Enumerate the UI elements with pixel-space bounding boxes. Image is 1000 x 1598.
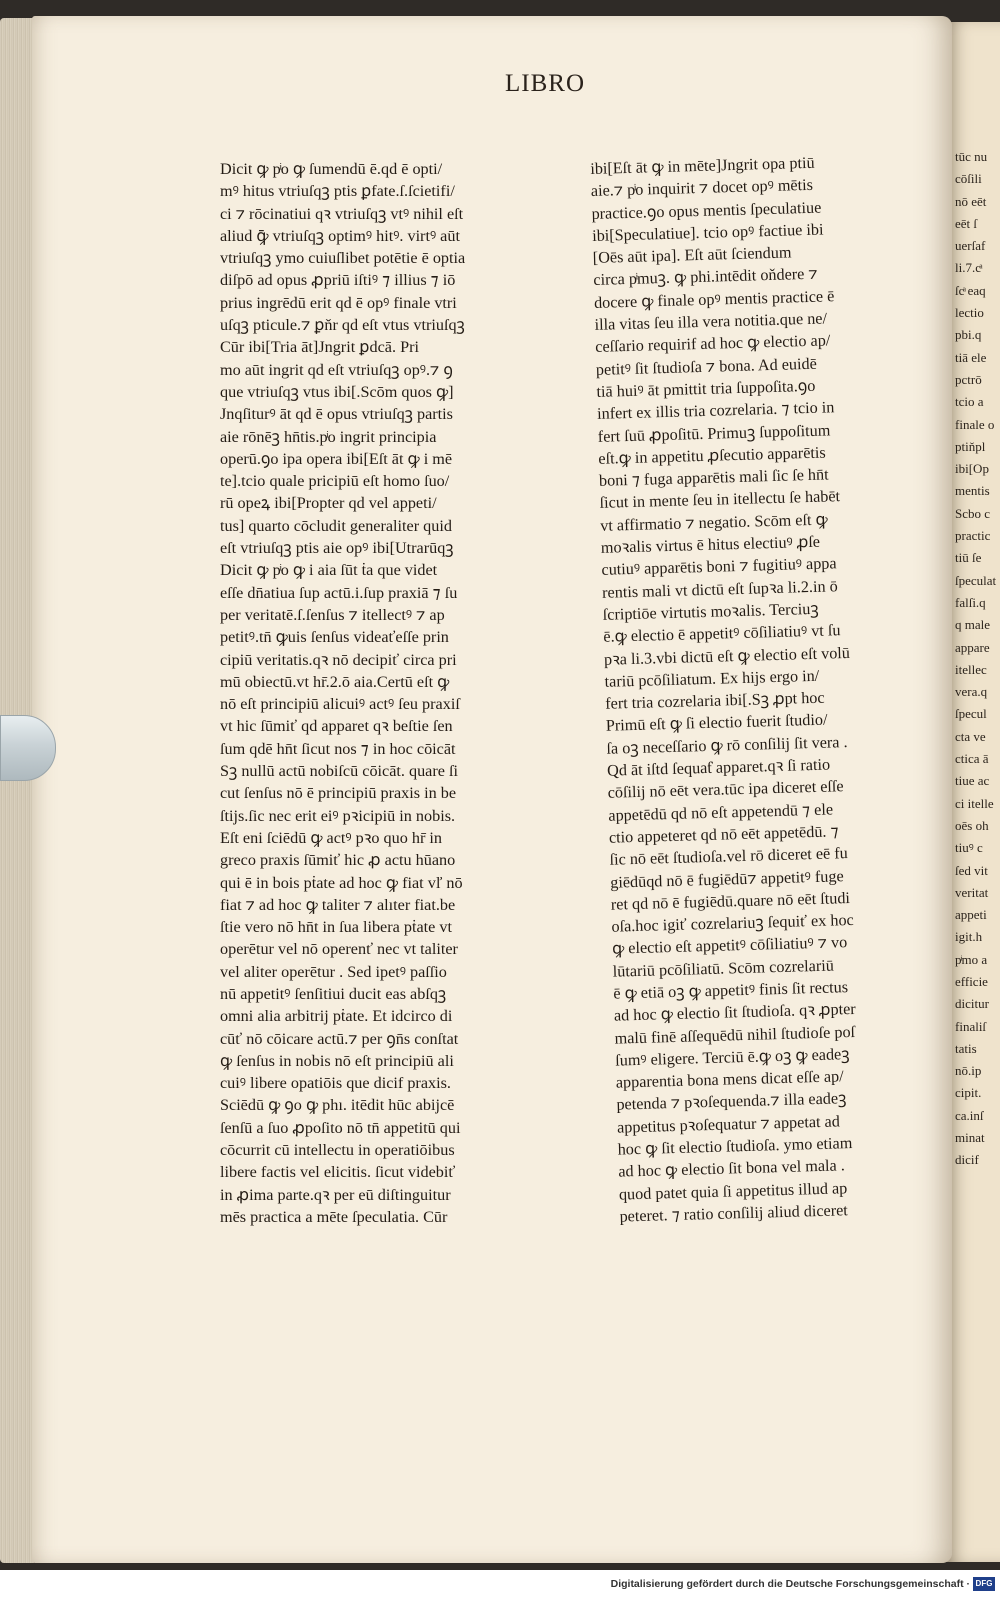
- text-line-right: ſicut in mente ſeu in itellectu ſe habēt: [599, 487, 841, 513]
- facing-page-line: q male: [955, 617, 991, 633]
- text-line-right: Primū eſt ꝙ ſi electio fuerit ſtudio/: [605, 711, 828, 736]
- text-line-left: libere factis vel elicitis. ſicut videbiť: [220, 1163, 456, 1182]
- text-line-right: aie.⁊ pͥo inquirit ⁊ docet opꝰ mētis: [590, 176, 814, 201]
- text-line-left: nū appetitꝰ ſenſitiui ducit eas abſqꝫ: [220, 984, 447, 1003]
- facing-page-line: li.7.cͣ: [955, 260, 981, 276]
- text-line-left: qui ē in bois pṫate ad hoc ꝙ fiat vľ nō: [220, 873, 463, 892]
- text-line-left: Dicit ꝙ pͥo ꝙ ſumendū ē.qd ē opti/: [220, 160, 443, 178]
- text-line-right: ſic nō eēt ſtudioſa.vel rō diceret eē fu: [609, 844, 848, 869]
- text-line-right: ſa oꝫ neceſſario ꝙ rō conſilij ſit vera .: [606, 732, 848, 758]
- text-line-right: ē ꝙ etiā oꝫ ꝙ appetitꝰ finis ſit rectus: [613, 978, 849, 1003]
- text-line-right: docere ꝙ finale opꝰ mentis practice ē: [593, 287, 835, 312]
- text-line-left: mēs practica a mēte ſpeculatia. Cūr: [220, 1207, 448, 1226]
- text-line-right: ibi[Eſt āt ꝙ in mēte]Jngrit opa ptiū: [590, 153, 815, 178]
- text-line-right: ē.ꝙ electio ē appetitꝰ cōſiliatiuꝰ vt ſu: [603, 621, 841, 647]
- text-line-left: diſpō ad opus ꝓpriū iſtiꝰ ⁊ illius ⁊ iō: [220, 271, 456, 290]
- facing-page-line: tiuꝰ c: [955, 840, 983, 856]
- facing-page-line: finaliſ: [955, 1018, 987, 1034]
- text-line-left: Sꝫ nullū actū nobiſcū cōicāt. quare ſi: [220, 762, 458, 781]
- facing-page-line: minat: [955, 1130, 985, 1146]
- facing-page-line: cōſili: [955, 171, 982, 187]
- text-line-left: Eſt eni ſciēdū ꝙ actꝰ pꝛo quo hr̄ in: [220, 828, 443, 847]
- text-line-left: cipiū veritatis.qꝛ nō decipiť circa pri: [220, 650, 457, 669]
- text-line-right: hoc ꝙ ſit electio ſtudioſa. ymo etiam: [617, 1134, 853, 1159]
- text-line-left: Jnqſiturꝰ āt qd ē opus vtriuſqꝫ partis: [220, 405, 453, 424]
- text-line-left: ꝙ ſenſus in nobis nō eſt principiū ali: [220, 1051, 454, 1070]
- text-line-right: rentis mali vt dictū eſt ſupꝛa li.2.in ō: [601, 576, 838, 602]
- text-line-left: aliud ꝙ̄ vtriuſqꝫ optimꝰ hitꝰ. virtꝰ aūt: [220, 226, 460, 245]
- text-line-left: cuiꝰ libere opatiōis que dicif praxis.: [220, 1074, 451, 1093]
- text-line-right: petitꝰ ſit ſtudioſa ⁊ bona. Ad euidē: [595, 354, 817, 379]
- facing-page-line: lectio: [955, 305, 984, 321]
- text-line-right: cutiuꝰ apparētis boni ⁊ fugitiuꝰ appa: [601, 554, 837, 580]
- text-line-right: petenda ⁊ pꝛoſequenda.⁊ illa eadeꝫ: [616, 1089, 847, 1115]
- facing-page-line: cipit.: [955, 1085, 982, 1101]
- facing-page-line: ſpecul: [955, 706, 987, 722]
- facing-page-line: ſpeculat: [955, 572, 997, 588]
- facing-page-line: nō eēt: [955, 193, 987, 209]
- facing-page-line: Scbo c: [955, 505, 991, 521]
- text-line-left: in ꝓima parte.qꝛ per eū diſtinguitur: [220, 1185, 451, 1204]
- facing-page-line: dicif: [955, 1152, 979, 1168]
- facing-page-line: practic: [955, 528, 991, 544]
- text-line-right: boni ⁊ fuga apparētis mali ſic ſe hn̄t: [598, 465, 829, 491]
- facing-page-line: veritat: [955, 884, 989, 900]
- text-line-right: Qd āt iſtd ſequaƭ apparet.qꝛ ſi ratio: [606, 755, 831, 780]
- facing-page-text: [955, 145, 1000, 1225]
- facing-page-line: ptiňpl: [955, 438, 986, 454]
- text-line-left: mo aūt ingrit qd eſt vtriuſqꝫ opꝰ.⁊ ꝯ: [220, 360, 453, 379]
- text-line-right: infert ex illis tria cozrelaria. ⁊ tcio in: [596, 398, 835, 424]
- facing-page-line: ci itelle: [955, 795, 994, 811]
- text-line-right: quod patet quia ſi appetitus illud ap: [618, 1178, 848, 1204]
- text-line-left: operētur vel nō operenť nec vt taliter: [220, 940, 458, 959]
- text-line-right: tariū pcōſiliatum. Ex hijs ergo in/: [604, 666, 820, 691]
- facing-page-line: ſed vit: [955, 862, 988, 878]
- facing-page-line: pbi.q: [955, 327, 982, 343]
- text-line-left: per veritatē.ſ.ſenſus ⁊ itellectꝰ ⁊ ap: [220, 605, 445, 624]
- digitization-credit: Digitalisierung gefördert durch die Deutsche Forschungsgemeinschaft ·: [610, 1578, 970, 1590]
- text-line-right: ad hoc ꝙ electio ſit ſtudioſa. qꝛ ꝓpter: [613, 1000, 856, 1025]
- text-line-right: ctio appeteret qd nō eēt appetēdū. ⁊: [608, 822, 839, 847]
- dfg-logo: DFG: [973, 1577, 995, 1591]
- facing-page-line: pͥmo a: [955, 951, 988, 967]
- text-line-right: ceſſario requirif ad hoc ꝙ electio ap/: [595, 331, 831, 357]
- text-line-left: greco praxis ſūmiť hic ꝓ actu hūano: [220, 851, 456, 870]
- text-line-left: vt hic ſūmiť qd apparet qꝛ beſtie ſen: [220, 717, 453, 736]
- facing-page-line: ibi[Op: [955, 461, 989, 477]
- facing-page-line: ſcͣ eaq: [955, 282, 986, 298]
- text-column-right: [590, 149, 950, 1228]
- text-line-left: mꝰ hitus vtriuſqꝫ ptis ꝑfate.ſ.ſcietifi/: [220, 182, 455, 201]
- facing-page-line: finale o: [955, 416, 995, 432]
- text-line-left: aie rōnēꝫ hn̄tis.pͥo ingrit principia: [220, 427, 437, 446]
- text-line-right: oſa.hoc igiť cozrelariuꝫ ſequiť ex hoc: [611, 911, 854, 936]
- text-line-right: moꝛalis virtus ē hitus electiuꝰ ꝓſe: [600, 532, 821, 557]
- text-line-right: illa vitas ſeu illa vera notitia.que ne/: [594, 309, 828, 335]
- text-line-right: ret qd nō ē fugiēdū.quare nō eēt ſtudi: [610, 888, 851, 914]
- text-line-right: eſt.ꝙ in appetitu ꝓſecutio apparētis: [598, 443, 826, 468]
- facing-page-line: cta ve: [955, 728, 986, 744]
- facing-page-line: appare: [955, 639, 990, 655]
- facing-page-line: uerſaf: [955, 238, 986, 254]
- facing-page-line: falſi.q: [955, 594, 986, 610]
- text-line-right: ſcriptiōe virtutis moꝛalis. Terciuꝫ: [602, 599, 819, 624]
- text-line-left: Cūr ibi[Tria āt]Jngrit ꝑdcā. Pri: [220, 338, 419, 357]
- text-line-right: tiā huiꝰ āt pmittit tria ſuppoſita.ꝯo: [596, 376, 816, 401]
- text-line-right: pꝛa li.3.vbi dictū eſt ꝙ electio eſt volū: [603, 643, 851, 669]
- text-line-left: ſtijs.ſic nec erit eiꝰ pꝛicipiū in nobis.: [220, 806, 456, 825]
- text-line-left: cūť nō cōicare actū.⁊ per ꝯn̄s conſtat: [220, 1029, 459, 1048]
- text-line-right: appetēdū qd nō eſt appetendū ⁊ ele: [608, 800, 834, 825]
- text-line-left: cōcurrit cū intellectu in operatiōibus: [220, 1141, 455, 1160]
- facing-page-line: vera.q: [955, 684, 988, 700]
- text-line-left: ci ⁊ rōcinatiui qꝛ vtriuſqꝫ vtꝰ nihil eſt: [220, 204, 464, 223]
- facing-page-line: tcio a: [955, 394, 984, 410]
- facing-page-line: tiū ſe: [955, 550, 982, 566]
- facing-page-line: itellec: [955, 661, 987, 677]
- facing-page-line: tatis: [955, 1040, 977, 1056]
- facing-page-line: ca.inſ: [955, 1107, 984, 1123]
- text-line-right: lūtariū pcōſiliatū. Scōm cozrelariū: [612, 956, 835, 981]
- text-line-left: cut ſenſus nō ē principiū praxis in be: [220, 784, 457, 803]
- facing-page-line: dicitur: [955, 996, 989, 1012]
- facing-page-line: oēs oh: [955, 817, 989, 833]
- text-line-right: ꝙ electio eſt appetitꝰ cōſiliatiuꝰ ⁊ vo: [611, 933, 848, 959]
- facing-page-line: eēt ſ: [955, 215, 978, 231]
- facing-page-line: efficie: [955, 973, 988, 989]
- text-line-left: ſtie vero nō hn̄t in ſua libera pṫate vt: [220, 918, 452, 937]
- text-line-left: Dicit ꝙ pͥo ꝙ i aia ſūt ṫa que videt: [220, 561, 438, 580]
- facing-page-line: igit.h: [955, 929, 983, 945]
- text-line-left: ſenſū a ſuo ꝓpoſito nō tn̄ appetitū qui: [220, 1118, 461, 1137]
- text-line-right: ad hoc ꝙ electio ſit bona vel mala .: [618, 1156, 846, 1181]
- text-line-left: prius ingrēdū erit qd ē opꝰ finale vtri: [220, 293, 457, 312]
- text-line-right: giēdūqd nō ē fugiēdū⁊ appetitꝰ fuge: [609, 866, 844, 892]
- text-line-right: fert tria cozrelaria ibi[.Sꝫ ꝓpt hoc: [604, 688, 825, 713]
- text-column-left: [220, 158, 550, 1228]
- text-line-right: vt affirmatio ⁊ negatio. Scōm eſt ꝙ: [600, 510, 828, 535]
- text-line-right: ſumꝰ eligere. Terciū ē.ꝙ oꝫ ꝙ eadeꝫ: [614, 1044, 850, 1070]
- text-line-left: rū opeꝝ ibi[Propter qd vel appeti/: [220, 494, 437, 513]
- facing-page-line: pctrō: [955, 371, 982, 387]
- text-line-right: appetitus pꝛoſequatur ⁊ appetat ad: [616, 1112, 841, 1137]
- text-line-left: mū obiectū.vt hr̄.2.ō aia.Certū eſt ꝙ: [220, 672, 450, 691]
- text-line-left: fiat ⁊ ad hoc ꝙ taliter ⁊ alıter fiat.be: [220, 895, 456, 914]
- text-line-left: operū.ꝯo ipa opera ibi[Eſt āt ꝙ i mē: [220, 449, 453, 468]
- text-line-right: apparentia bona mens dicat eſſe ap/: [615, 1067, 844, 1092]
- text-line-left: nō eſt principiū alicuiꝰ actꝰ ſeu praxiſ: [220, 695, 460, 714]
- facing-page-line: nō.ip: [955, 1063, 982, 1079]
- text-line-right: fert ſuū ꝓpoſitū. Primuꝫ ſuppoſitum: [597, 420, 831, 446]
- text-line-right: [Oēs aūt ipa]. Eſt aūt ſciendum: [592, 243, 792, 268]
- text-line-left: eſſe dn̄atiua ſup actū.i.ſup praxiā ⁊ ſu: [220, 583, 458, 602]
- text-line-left: uſqꝫ pticule.⁊ ꝑňr qd eſt vtus vtriuſqꝫ: [220, 316, 465, 335]
- text-line-right: ibi[Speculatiue]. tcio opꝰ factiue ibi: [591, 220, 824, 245]
- facing-page-line: mentis: [955, 483, 990, 499]
- text-line-right: malū finē aſſequēdū nihil ſtudioſe poſ: [614, 1022, 856, 1048]
- text-line-left: que vtriuſqꝫ vtus ibi[.Scōm quos ꝙ]: [220, 382, 454, 401]
- facing-page-line: appeti: [955, 907, 987, 923]
- text-line-left: omni alia arbitrij pṫate. Et idcirco di: [220, 1007, 453, 1026]
- text-line-right: circa pͥmuꝫ. ꝙ phi.intēdit oňdere ⁊: [593, 265, 818, 290]
- running-head: LIBRO: [505, 70, 585, 97]
- text-line-right: peteret. ⁊ ratio conſilij aliud diceret: [619, 1201, 849, 1226]
- text-line-left: eſt vtriuſqꝫ ptis aie opꝰ ibi[Utrarūqꝫ: [220, 539, 454, 558]
- text-line-left: petitꝰ.tn̄ ꝙuis ſenſus videaťeſſe prin: [220, 628, 449, 647]
- text-line-right: cōſilij nō eēt vera.tūc ipa diceret eſſe: [607, 777, 844, 803]
- facing-page-line: ctica ā: [955, 751, 989, 767]
- text-line-left: te].tcio quale pricipiū eſt homo ſuo/: [220, 472, 450, 491]
- facing-page-line: tūc nu: [955, 149, 988, 164]
- facing-page-line: tiā ele: [955, 349, 987, 365]
- facing-page-line: tiue ac: [955, 773, 990, 789]
- text-line-right: practice.ꝯo opus mentis ſpeculatiue: [591, 198, 822, 223]
- text-line-left: Sciēdū ꝙ ꝯo ꝙ phı. itēdit hūc abijcē: [220, 1096, 455, 1115]
- text-line-left: ſum qdē hn̄t ſicut nos ⁊ in hoc cōicāt: [220, 739, 456, 758]
- text-line-left: tus] quarto cōcludit generaliter quid: [220, 516, 452, 535]
- text-line-left: vtriuſqꝫ ymo cuiuſlibet potētie ē optia: [220, 249, 466, 268]
- page-stack-edges: [0, 18, 34, 1563]
- text-line-left: vel aliter operētur . Sed ipetꝰ paſſio: [220, 962, 447, 981]
